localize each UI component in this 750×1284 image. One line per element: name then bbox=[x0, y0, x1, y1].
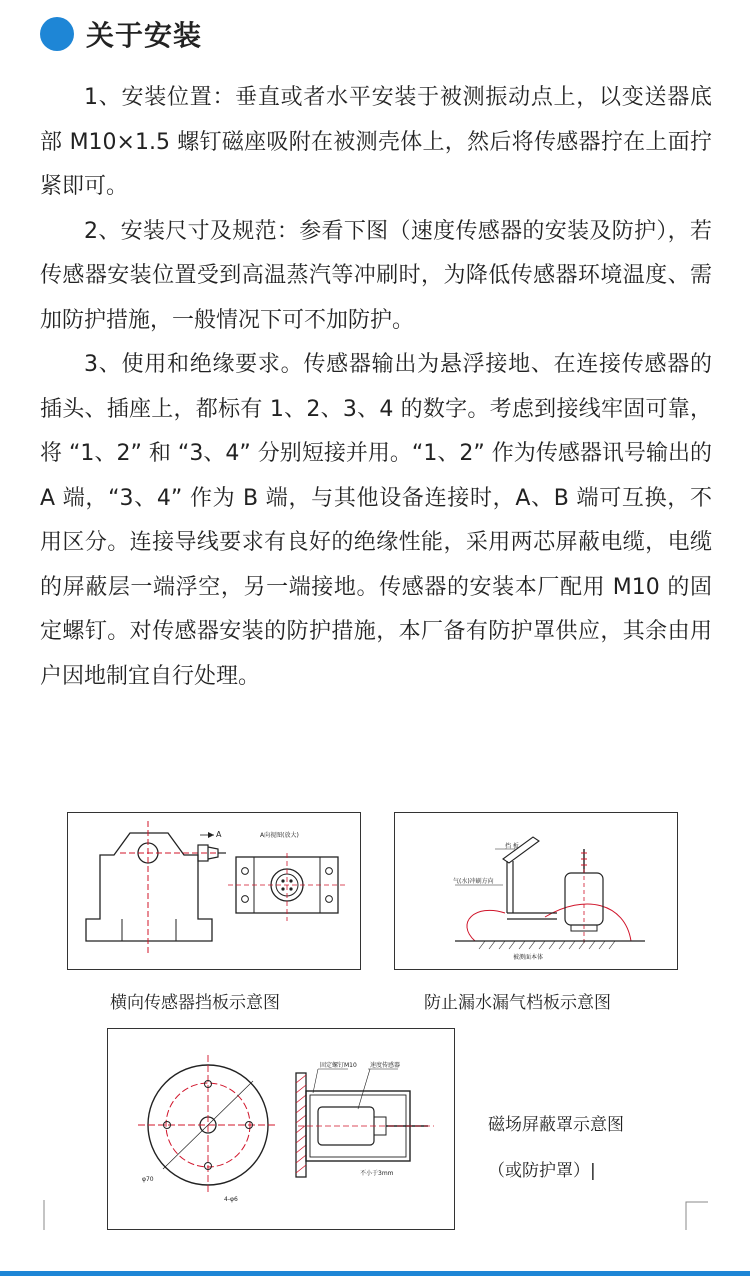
right-corner-mark bbox=[684, 1200, 710, 1230]
label-holes: 4-φ6 bbox=[224, 1196, 238, 1203]
figure-lateral-sensor-baffle bbox=[67, 812, 361, 970]
figure1-caption: 横向传感器挡板示意图 bbox=[110, 993, 280, 1013]
paragraph-installation-size: 2、安装尺寸及规范：参看下图（速度传感器的安装及防护），若传感器安装位置受到高温蒸汽等冲刷时，为降低传感器环境温度、需加防护措施，一般情况下可不加防护。 bbox=[40, 218, 712, 333]
magnetic-shield-drawing bbox=[108, 1029, 454, 1229]
figure3-caption-sub: （或防护罩）| bbox=[488, 1161, 596, 1181]
left-corner-mark bbox=[42, 1200, 46, 1230]
bottom-accent-bar bbox=[0, 1271, 750, 1276]
body-text bbox=[40, 76, 712, 699]
section-bullet-icon bbox=[40, 17, 74, 51]
paragraph-insulation: 3、使用和绝缘要求。传感器输出为悬浮接地、在连接传感器的插头、插座上，都标有 1、2、3、4 的数字。考虑到接线牢固可靠，将 “1、2” 和 “3、4” 分别短接并用。“1、2” 作为传感器讯号输出的 A 端，“3、4” 作为 B 端，与其他设备连接时，A、B 端可互换，不用区分。连接导线要求有良好的绝缘性能，采用两芯屏蔽电缆，电缆的屏蔽层一端浮空，另一端接地。传感器的安装本厂配用 M10 的固定螺钉。对传感器安装的防护措施，本厂备有防护罩供应，其余由用户因地制宜自行处理。 bbox=[40, 352, 712, 689]
label-fixing-screw: 固定螺钉M10 bbox=[320, 1062, 357, 1069]
label-a: A bbox=[216, 830, 222, 839]
figure-magnetic-shield bbox=[107, 1028, 455, 1230]
label-plate: 挡 板 bbox=[505, 843, 519, 850]
label-gap: 不小于3mm bbox=[360, 1170, 394, 1177]
label-a-view: A向视图(放大) bbox=[260, 832, 299, 839]
label-velocity-sensor: 速度传感器 bbox=[370, 1062, 401, 1069]
lateral-sensor-baffle-drawing bbox=[68, 813, 360, 969]
label-steam: 气(水)冲刷方向 bbox=[453, 878, 494, 885]
figure3-caption: 磁场屏蔽罩示意图 bbox=[488, 1115, 624, 1135]
section-header bbox=[40, 14, 202, 54]
leak-baffle-drawing bbox=[395, 813, 677, 969]
paragraph-installation-position: 1、安装位置：垂直或者水平安装于被测振动点上，以变送器底部 M10×1.5 螺钉磁座吸附在被测壳体上，然后将传感器拧在上面拧紧即可。 bbox=[40, 85, 712, 199]
figure2-caption: 防止漏水漏气档板示意图 bbox=[424, 993, 611, 1013]
label-surface: 被测面本体 bbox=[513, 954, 544, 961]
label-diameter: φ70 bbox=[142, 1176, 154, 1183]
section-title: 关于安装 bbox=[86, 19, 203, 52]
figure-leak-baffle bbox=[394, 812, 678, 970]
